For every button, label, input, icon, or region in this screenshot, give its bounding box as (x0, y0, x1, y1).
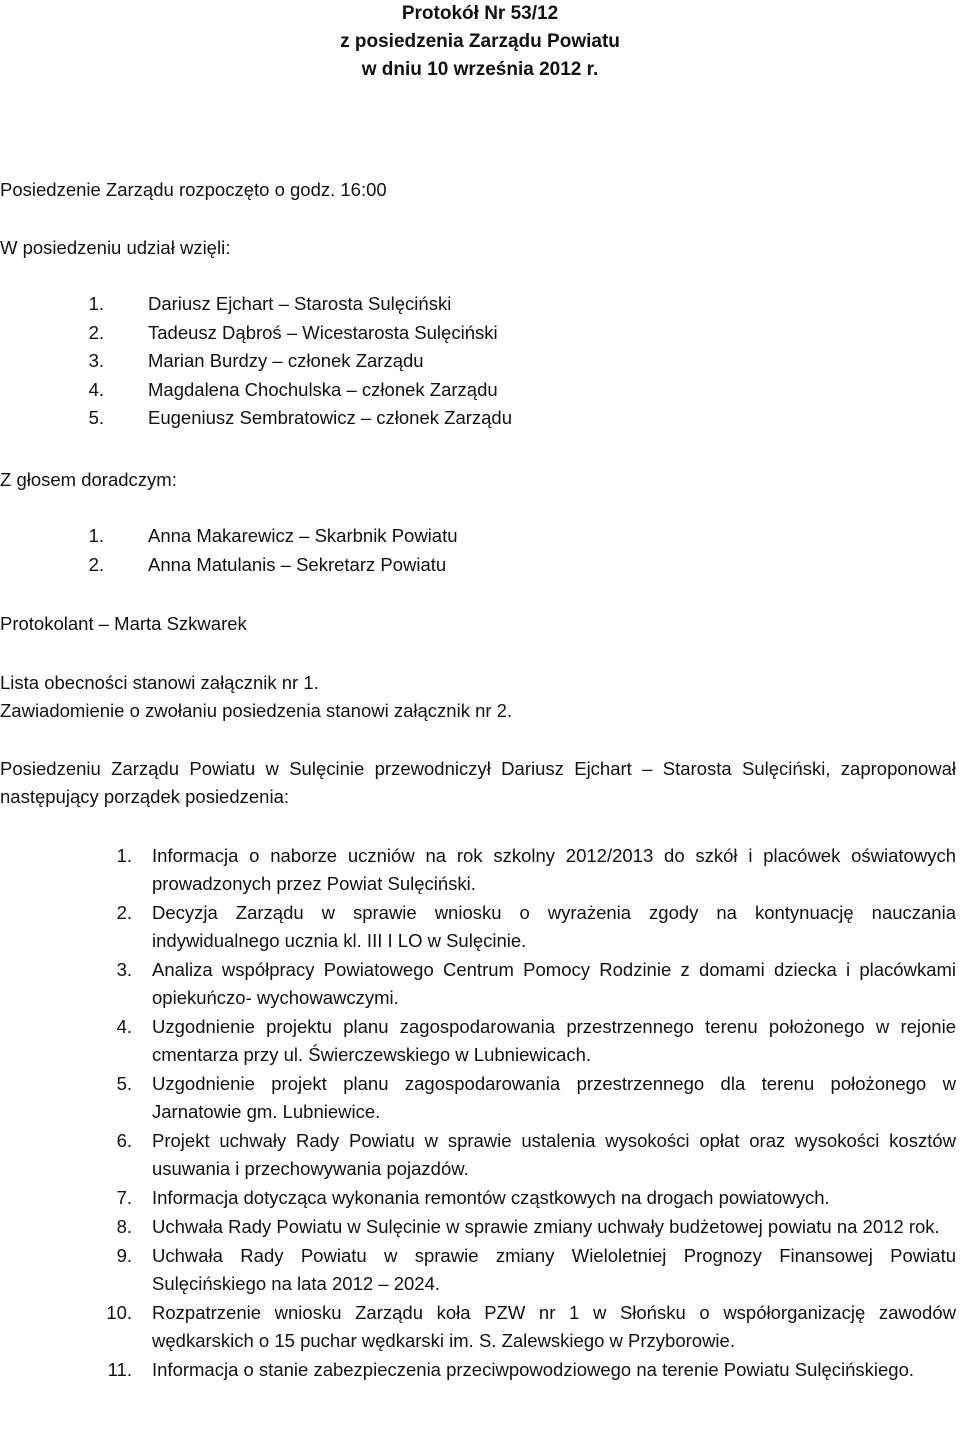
start-time-text: Posiedzenie Zarządu rozpoczęto o godz. 16:00 (0, 179, 387, 200)
list-item: 4. Magdalena Chochulska – członek Zarządu (88, 378, 498, 400)
advisors-list (0, 522, 960, 579)
list-item: 1. Dariusz Ejchart – Starosta Sulęciński (88, 293, 452, 314)
agenda-item: 4. Uzgodnienie projektu planu zagospodarowania przestrzennego terenu położonego w rejonie cmentarza przy ul. Świerczewskiego w Lubniewicach. (116, 1016, 956, 1065)
recorder-text: Protokolant – Marta Szkwarek (0, 613, 247, 634)
agenda-item: 8. Uchwała Rady Powiatu w Sulęcinie w sprawie zmiany uchwały budżetowej powiatu na 2012 rok. (116, 1216, 940, 1237)
list-item: 5. Eugeniusz Sembratowicz – członek Zarządu (88, 407, 513, 428)
advisory-label: Z głosem doradczym: (0, 469, 177, 490)
document-title: Protokół Nr 53/12 (401, 3, 559, 24)
attendance-attachment-text: Lista obecności stanowi załącznik nr 1. (0, 672, 319, 693)
agenda-item: 2. Decyzja Zarządu w sprawie wniosku o wyrażenia zgody na kontynuację nauczania indywidualnego ucznia kl. III I LO w Sulęcinie. (116, 902, 956, 951)
participants-label: W posiedzeniu udział wzięli: (0, 237, 231, 258)
list-item: 1. Anna Makarewicz – Skarbnik Powiatu (88, 525, 458, 546)
agenda-item: 11. Informacja o stanie zabezpieczenia przeciwpowodziowego na terenie Powiatu Sulęcińskiego. (107, 1359, 915, 1380)
agenda-item: 6. Projekt uchwały Rady Powiatu w sprawie ustalenia wysokości opłat oraz wysokości kosztów usuwania i przechowywania pojazdów. (116, 1130, 956, 1179)
list-item: 2. Tadeusz Dąbroś – Wicestarosta Sulęciński (88, 321, 498, 343)
document-date: w dniu 10 września 2012 r. (361, 59, 599, 80)
list-item: 3. Marian Burdzy – członek Zarządu (88, 350, 424, 371)
agenda-item: 5. Uzgodnienie projekt planu zagospodarowania przestrzennego dla terenu położonego w Jarnatowie gm. Lubniewice. (116, 1073, 956, 1122)
agenda-item: 7. Informacja dotycząca wykonania remontów cząstkowych na drogach powiatowych. (116, 1187, 830, 1208)
agenda-list (0, 842, 956, 1385)
document-subtitle: z posiedzenia Zarządu Powiatu (340, 31, 620, 52)
list-item: 2. Anna Matulanis – Sekretarz Powiatu (88, 553, 447, 575)
notice-attachment-text: Zawiadomienie o zwołaniu posiedzenia stanowi załącznik nr 2. (0, 700, 513, 721)
participants-list (0, 290, 960, 433)
chair-paragraph: Posiedzeniu Zarządu Powiatu w Sulęcinie przewodniczył Dariusz Ejchart – Starosta Sulęciński, zaproponował następujący porządek posiedzenia: (0, 758, 956, 807)
agenda-item: 3. Analiza współpracy Powiatowego Centrum Pomocy Rodzinie z domami dziecka i placówkami opiekuńczo- wychowawczymi. (116, 959, 956, 1008)
agenda-item: 9. Uchwała Rady Powiatu w sprawie zmiany Wieloletniej Prognozy Finansowej Powiatu Sulęcińskiego na lata 2012 – 2024. (116, 1245, 956, 1294)
agenda-item: 1. Informacja o naborze uczniów na rok szkolny 2012/2013 do szkół i placówek oświatowych prowadzonych przez Powiat Sulęciński. (116, 845, 956, 894)
agenda-item: 10. Rozpatrzenie wniosku Zarządu koła PZW nr 1 w Słońsku o współorganizację zawodów wędkarskich o 15 puchar wędkarski im. S. Zalewskiego w Przyborowie. (106, 1302, 956, 1351)
